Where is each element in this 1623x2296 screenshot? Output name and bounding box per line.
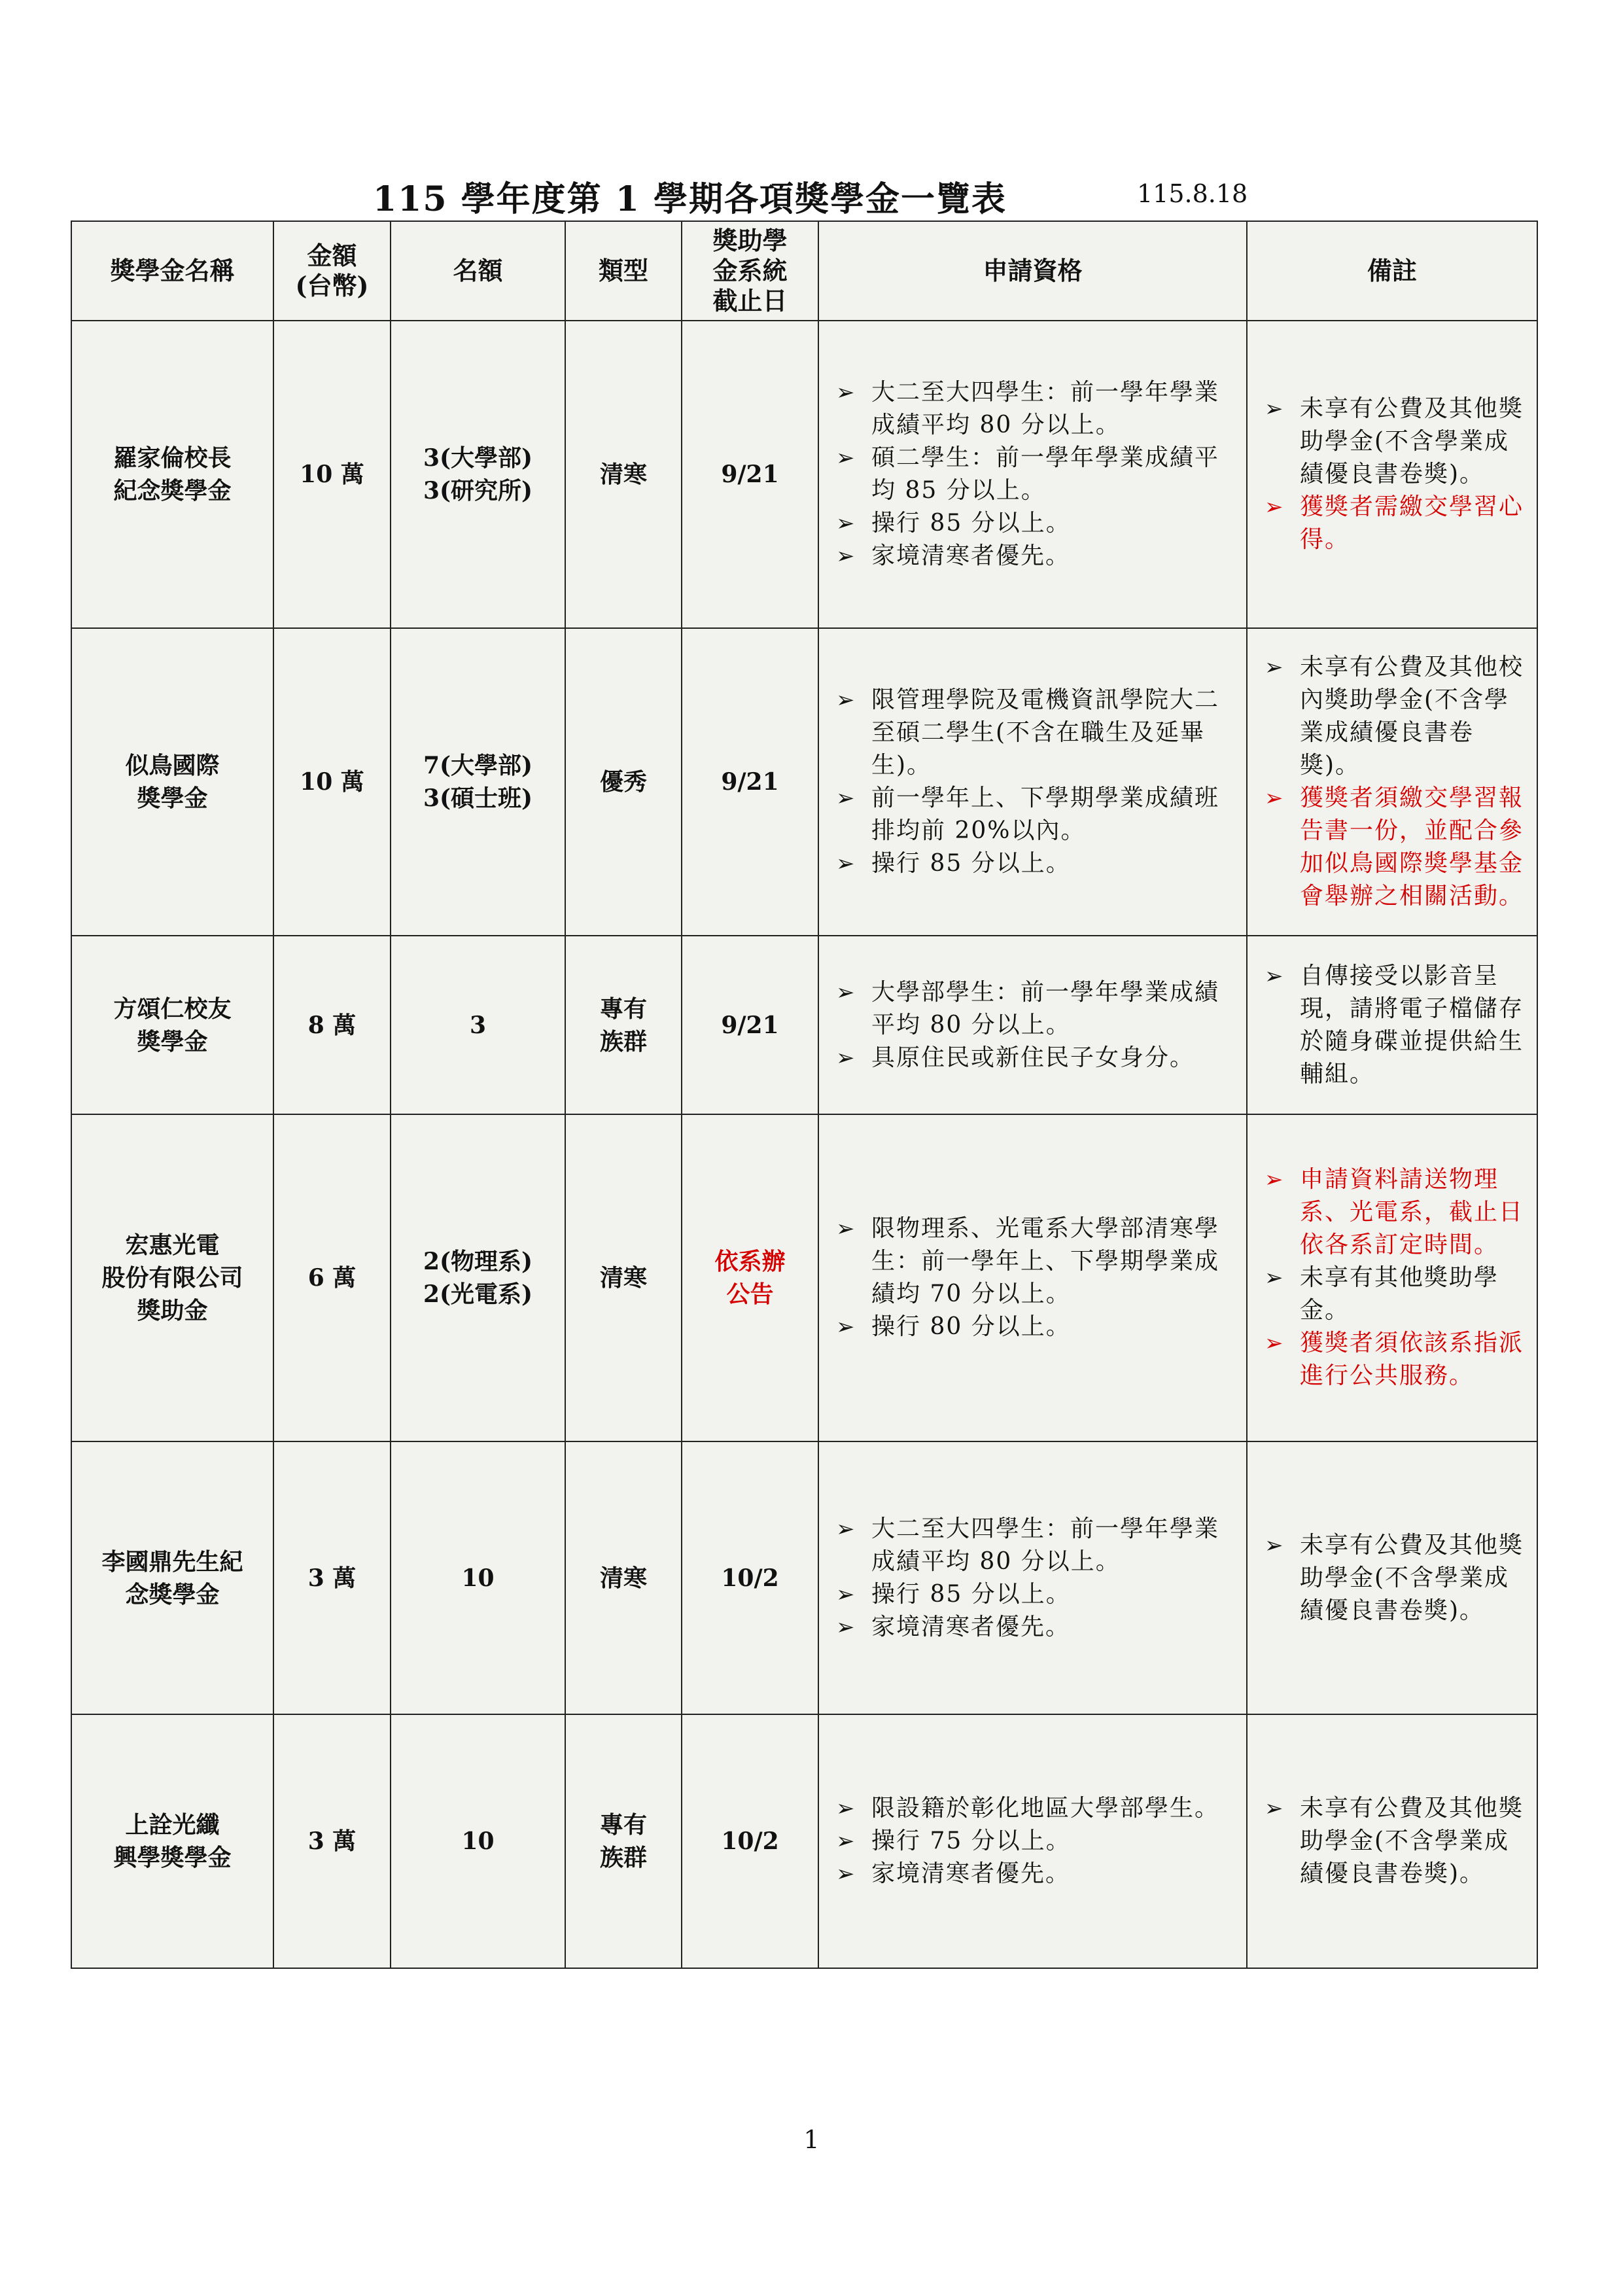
eligibility-item	[836, 1792, 1236, 1825]
arrow-bullet-icon: ➢	[1265, 963, 1285, 989]
notes-cell-list	[1248, 1529, 1537, 1627]
deadline-cell-line: 9/21	[721, 461, 779, 488]
note-item	[1265, 1529, 1526, 1627]
notes-cell-list	[1248, 1163, 1537, 1392]
scholarship-name-cell	[71, 321, 273, 628]
quota-cell	[391, 1114, 565, 1441]
quota-cell-line: 3(碩士班)	[423, 785, 533, 812]
eligibility-cell	[818, 936, 1247, 1114]
scholarship-name-cell-line: 上詮光纖	[125, 1811, 220, 1839]
arrow-bullet-icon: ➢	[1265, 396, 1285, 422]
type-cell	[565, 1441, 682, 1714]
amount-cell: 10 萬	[273, 628, 391, 936]
eligibility-item	[836, 1513, 1236, 1578]
eligibility-item	[836, 684, 1236, 782]
arrow-bullet-icon: ➢	[1265, 1265, 1285, 1291]
arrow-bullet-icon: ➢	[1265, 1167, 1285, 1193]
note-item	[1265, 1792, 1526, 1890]
note-text: 未享有公費及其他獎助學金(不含學業成績優良書卷獎)。	[1300, 1531, 1524, 1624]
note-text: 申請資料請送物理系、光電系，截止日依各系訂定時間。	[1300, 1166, 1524, 1258]
column-header-deadline-line: 獎助學	[712, 226, 788, 255]
scholarship-name-cell	[71, 936, 273, 1114]
type-cell-line: 專有	[599, 995, 647, 1023]
arrow-bullet-icon: ➢	[836, 1314, 856, 1340]
eligibility-text: 碩二學生：前一學年學業成績平均 85 分以上。	[871, 444, 1220, 504]
note-text: 未享有其他獎助學金。	[1300, 1264, 1499, 1324]
note-text: 自傳接受以影音呈現，請將電子檔儲存於隨身碟並提供給生輔組。	[1300, 962, 1524, 1087]
eligibility-cell-list	[819, 684, 1246, 880]
type-cell	[565, 1114, 682, 1441]
column-header-eligibility: 申請資格	[818, 221, 1247, 321]
column-header-deadline	[682, 221, 818, 321]
eligibility-item	[836, 1578, 1236, 1611]
quota-cell	[391, 321, 565, 628]
quota-cell	[391, 936, 565, 1114]
deadline-cell	[682, 628, 818, 936]
eligibility-cell-list	[819, 1513, 1246, 1644]
note-text: 未享有公費及其他獎助學金(不含學業成績優良書卷獎)。	[1300, 1795, 1524, 1887]
arrow-bullet-icon: ➢	[836, 380, 856, 406]
type-cell	[565, 936, 682, 1114]
column-header-notes: 備註	[1247, 221, 1537, 321]
table-row	[71, 1714, 1537, 1968]
arrow-bullet-icon: ➢	[1265, 494, 1285, 520]
eligibility-cell-list	[819, 1792, 1246, 1890]
eligibility-item	[836, 376, 1236, 442]
scholarship-name-cell	[71, 1714, 273, 1968]
scholarship-name-cell-line: 羅家倫校長	[113, 444, 232, 472]
deadline-cell	[682, 936, 818, 1114]
amount-cell: 3 萬	[273, 1441, 391, 1714]
type-cell-line: 優秀	[599, 768, 647, 796]
scholarship-table	[71, 221, 1538, 1969]
arrow-bullet-icon: ➢	[836, 687, 856, 713]
notes-cell	[1247, 321, 1537, 628]
eligibility-cell	[818, 628, 1247, 936]
quota-cell-line: 3	[469, 1011, 487, 1039]
column-header-amount-line: 金額	[307, 241, 357, 270]
scholarship-name-cell-line: 獎學金	[137, 1027, 208, 1055]
eligibility-item	[836, 507, 1236, 540]
scholarship-name-cell-line: 方頌仁校友	[113, 995, 232, 1023]
scholarship-name-cell	[71, 628, 273, 936]
quota-cell-line: 10	[461, 1828, 495, 1855]
deadline-cell	[682, 1441, 818, 1714]
quota-cell	[391, 628, 565, 936]
eligibility-item	[836, 1212, 1236, 1311]
eligibility-item	[836, 1611, 1236, 1644]
eligibility-item	[836, 540, 1236, 573]
deadline-cell	[682, 1714, 818, 1968]
scholarship-name-cell-line: 念獎學金	[125, 1580, 220, 1608]
type-cell	[565, 1714, 682, 1968]
notes-cell	[1247, 936, 1537, 1114]
type-cell-line: 清寒	[599, 1564, 647, 1592]
note-text: 獲獎者須依該系指派進行公共服務。	[1300, 1330, 1524, 1389]
notes-cell	[1247, 1441, 1537, 1714]
notes-cell-list	[1248, 1792, 1537, 1890]
quota-cell-line: 2(物理系)	[423, 1248, 533, 1275]
deadline-cell-line: 依系辦	[714, 1248, 786, 1275]
quota-cell-line: 3(研究所)	[423, 477, 533, 504]
arrow-bullet-icon: ➢	[836, 445, 856, 471]
quota-cell	[391, 1441, 565, 1714]
note-item	[1265, 651, 1526, 782]
arrow-bullet-icon: ➢	[836, 979, 856, 1006]
note-text: 未享有公費及其他校內獎助學金(不含學業成績優良書卷獎)。	[1300, 654, 1524, 779]
note-item	[1265, 393, 1526, 491]
note-text: 獲獎者需繳交學習心得。	[1300, 493, 1524, 553]
type-cell	[565, 628, 682, 936]
column-header-name: 獎學金名稱	[71, 221, 273, 321]
notes-cell	[1247, 1714, 1537, 1968]
column-header-amount	[273, 221, 391, 321]
page-number: 1	[803, 2125, 820, 2154]
eligibility-text: 限設籍於彰化地區大學部學生。	[871, 1795, 1220, 1822]
eligibility-item	[836, 847, 1236, 880]
eligibility-item	[836, 976, 1236, 1042]
eligibility-cell	[818, 321, 1247, 628]
document-date: 115.8.18	[1137, 179, 1248, 208]
note-text: 未享有公費及其他獎助學金(不含學業成績優良書卷獎)。	[1300, 395, 1524, 487]
deadline-cell-line: 公告	[726, 1280, 774, 1308]
scholarship-name-cell	[71, 1114, 273, 1441]
quota-cell-line: 10	[461, 1564, 495, 1592]
deadline-cell-line: 9/21	[721, 768, 779, 796]
amount-cell: 3 萬	[273, 1714, 391, 1968]
type-cell-line: 專有	[599, 1811, 647, 1839]
eligibility-text: 具原住民或新住民子女身分。	[871, 1044, 1195, 1071]
eligibility-cell	[818, 1714, 1247, 1968]
eligibility-text: 操行 75 分以上。	[871, 1828, 1071, 1854]
table-body	[71, 321, 1537, 1968]
arrow-bullet-icon: ➢	[836, 1861, 856, 1887]
eligibility-text: 大二至大四學生：前一學年學業成績平均 80 分以上。	[871, 379, 1220, 438]
scholarship-name-cell-line: 興學獎學金	[113, 1844, 232, 1871]
scholarship-name-cell-line: 紀念獎學金	[113, 477, 232, 504]
amount-cell: 8 萬	[273, 936, 391, 1114]
scholarship-name-cell-line: 獎學金	[137, 785, 208, 812]
eligibility-text: 操行 85 分以上。	[871, 850, 1071, 877]
eligibility-text: 限物理系、光電系大學部清寒學生：前一學年上、下學期學業成績均 70 分以上。	[871, 1215, 1220, 1307]
note-item	[1265, 491, 1526, 556]
eligibility-item	[836, 1825, 1236, 1858]
eligibility-text: 家境清寒者優先。	[871, 1860, 1071, 1887]
column-header-quota: 名額	[391, 221, 565, 321]
table-row	[71, 321, 1537, 628]
quota-cell-line: 7(大學部)	[423, 752, 533, 779]
notes-cell-list	[1248, 393, 1537, 556]
eligibility-cell-list	[819, 976, 1246, 1074]
arrow-bullet-icon: ➢	[836, 1581, 856, 1608]
note-item	[1265, 1327, 1526, 1392]
eligibility-text: 前一學年上、下學期學業成績班排均前 20%以內。	[871, 785, 1220, 844]
notes-cell	[1247, 1114, 1537, 1441]
eligibility-text: 限管理學院及電機資訊學院大二至碩二學生(不含在職生及延畢生)。	[871, 686, 1220, 779]
arrow-bullet-icon: ➢	[836, 1828, 856, 1854]
scholarship-name-cell-line: 股份有限公司	[101, 1264, 243, 1292]
type-cell-line: 族群	[599, 1027, 647, 1055]
eligibility-text: 大學部學生：前一學年學業成績平均 80 分以上。	[871, 978, 1220, 1038]
arrow-bullet-icon: ➢	[836, 1044, 856, 1071]
deadline-cell-line: 10/2	[721, 1828, 779, 1855]
deadline-cell	[682, 1114, 818, 1441]
eligibility-cell-list	[819, 376, 1246, 573]
note-text: 獲獎者須繳交學習報告書一份，並配合參加似鳥國際獎學基金會舉辦之相關活動。	[1300, 785, 1524, 910]
scholarship-name-cell	[71, 1441, 273, 1714]
arrow-bullet-icon: ➢	[836, 785, 856, 811]
arrow-bullet-icon: ➢	[836, 1515, 856, 1542]
arrow-bullet-icon: ➢	[1265, 1330, 1285, 1356]
column-header-deadline-line: 金系統	[712, 256, 788, 285]
eligibility-text: 家境清寒者優先。	[871, 542, 1071, 569]
note-item	[1265, 1163, 1526, 1262]
eligibility-item	[836, 442, 1236, 507]
eligibility-cell-list	[819, 1212, 1246, 1343]
amount-cell: 10 萬	[273, 321, 391, 628]
table-row	[71, 1441, 1537, 1714]
eligibility-item	[836, 1042, 1236, 1074]
note-item	[1265, 1262, 1526, 1327]
arrow-bullet-icon: ➢	[836, 1614, 856, 1640]
quota-cell-line: 3(大學部)	[423, 444, 533, 472]
column-header-type: 類型	[565, 221, 682, 321]
scholarship-name-cell-line: 獎助金	[137, 1297, 208, 1324]
column-header-deadline-line: 截止日	[712, 286, 788, 315]
eligibility-item	[836, 1311, 1236, 1343]
title-row	[0, 171, 1623, 224]
eligibility-text: 大二至大四學生：前一學年學業成績平均 80 分以上。	[871, 1515, 1220, 1575]
eligibility-text: 操行 80 分以上。	[871, 1313, 1071, 1340]
deadline-cell	[682, 321, 818, 628]
notes-cell	[1247, 628, 1537, 936]
note-item	[1265, 960, 1526, 1091]
type-cell-line: 清寒	[599, 1264, 647, 1292]
type-cell-line: 清寒	[599, 461, 647, 488]
eligibility-cell	[818, 1441, 1247, 1714]
note-item	[1265, 782, 1526, 913]
scholarship-name-cell-line: 李國鼎先生紀	[101, 1547, 243, 1576]
arrow-bullet-icon: ➢	[836, 510, 856, 537]
arrow-bullet-icon: ➢	[836, 851, 856, 877]
type-cell-line: 族群	[599, 1844, 647, 1871]
type-cell	[565, 321, 682, 628]
amount-cell: 6 萬	[273, 1114, 391, 1441]
arrow-bullet-icon: ➢	[1265, 1532, 1285, 1559]
quota-cell-line: 2(光電系)	[423, 1280, 533, 1308]
arrow-bullet-icon: ➢	[1265, 654, 1285, 680]
arrow-bullet-icon: ➢	[1265, 1795, 1285, 1822]
eligibility-text: 操行 85 分以上。	[871, 510, 1071, 537]
arrow-bullet-icon: ➢	[1265, 785, 1285, 811]
deadline-cell-line: 9/21	[721, 1011, 779, 1039]
table-row	[71, 628, 1537, 936]
table-row	[71, 1114, 1537, 1441]
eligibility-text: 操行 85 分以上。	[871, 1580, 1071, 1608]
deadline-cell-line: 10/2	[721, 1564, 779, 1592]
eligibility-text: 家境清寒者優先。	[871, 1613, 1071, 1640]
arrow-bullet-icon: ➢	[836, 543, 856, 569]
table-header-row	[71, 221, 1537, 321]
arrow-bullet-icon: ➢	[836, 1216, 856, 1242]
notes-cell-list	[1248, 960, 1537, 1091]
eligibility-cell	[818, 1114, 1247, 1441]
table-row	[71, 936, 1537, 1114]
column-header-amount-line: (台幣)	[295, 271, 369, 300]
page-title: 115 學年度第 1 學期各項獎學金一覽表	[373, 179, 1007, 219]
notes-cell-list	[1248, 651, 1537, 913]
eligibility-item	[836, 1858, 1236, 1890]
scholarship-name-cell-line: 似鳥國際	[125, 752, 220, 779]
arrow-bullet-icon: ➢	[836, 1795, 856, 1822]
quota-cell	[391, 1714, 565, 1968]
scholarship-name-cell-line: 宏惠光電	[125, 1231, 220, 1259]
eligibility-item	[836, 782, 1236, 847]
